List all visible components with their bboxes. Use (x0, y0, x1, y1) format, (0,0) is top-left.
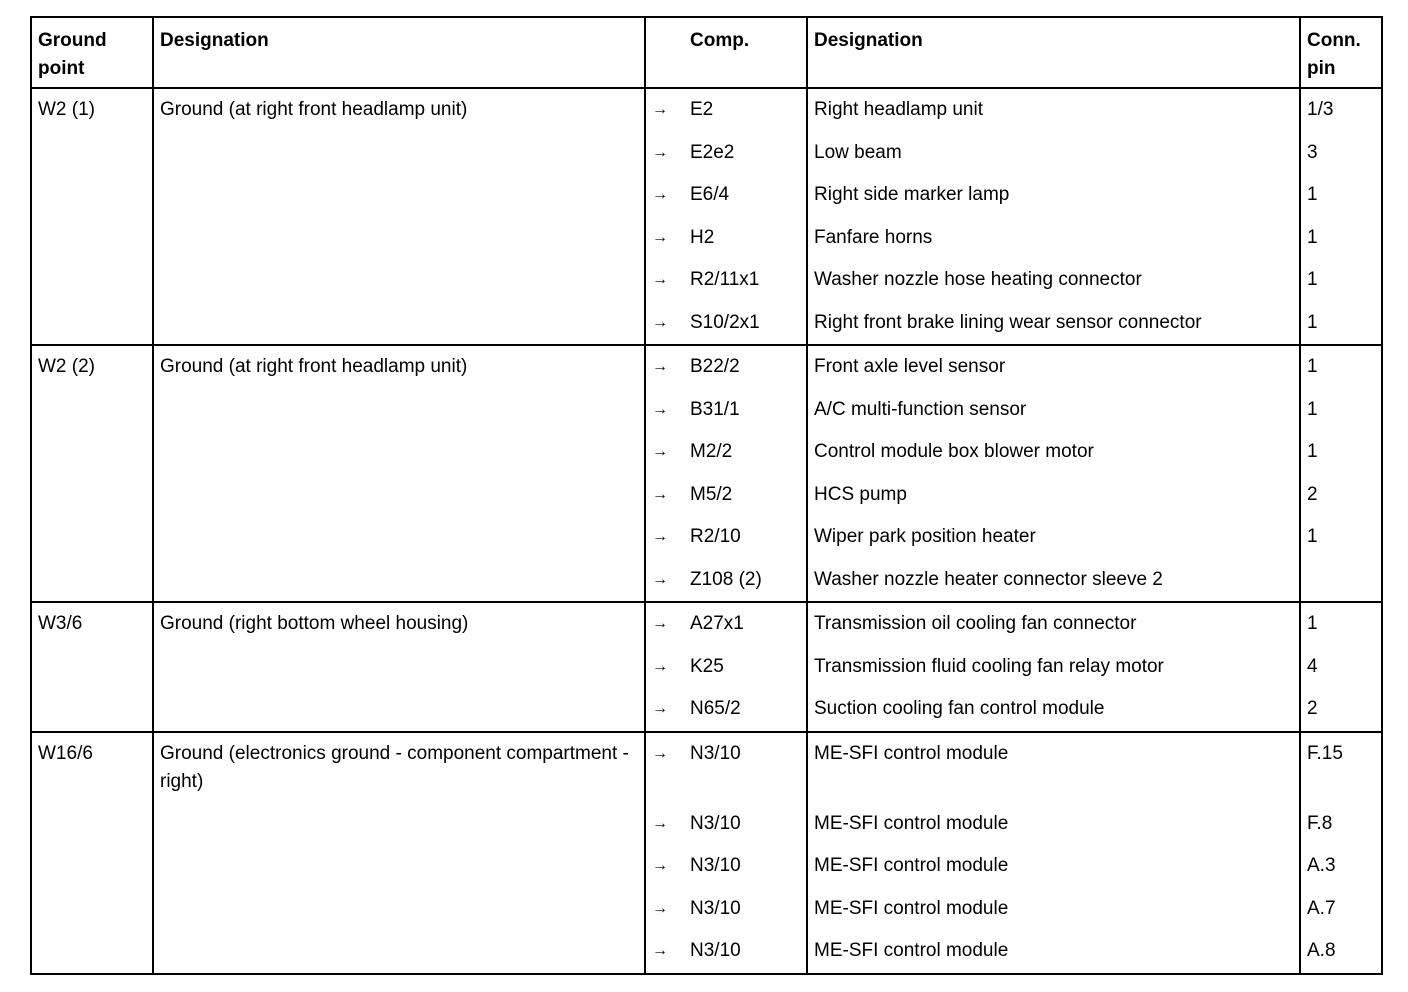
component-entry (646, 516, 806, 559)
conn-pin: 1 (1307, 311, 1318, 333)
ground-designation-cell (153, 88, 645, 345)
component-designation: Low beam (814, 141, 902, 163)
conn-pin: 1 (1307, 184, 1318, 205)
component-code: E6/4 (690, 184, 730, 205)
conn-pin: 4 (1307, 655, 1318, 677)
component-code: R2/11x1 (690, 269, 760, 290)
ground-designation-label: Ground (at right front headlamp unit) (160, 356, 468, 377)
conn-pin: F.15 (1307, 742, 1343, 764)
arrow-right-icon: → (652, 443, 668, 460)
ground-point-cell (31, 88, 153, 345)
component-designation: Suction cooling fan control module (814, 698, 1105, 719)
conn-pin: 1 (1307, 398, 1318, 420)
component-entry (646, 559, 806, 602)
component-code: N3/10 (690, 940, 741, 961)
ground-point-cell (31, 732, 153, 974)
component-entry (646, 845, 806, 888)
arrow-right-icon: → (652, 313, 668, 331)
component-designation: ME-SFI control module (814, 855, 1009, 876)
component-code: E2e2 (690, 141, 735, 163)
component-cell (645, 732, 807, 974)
component-code: K25 (690, 655, 724, 677)
component-designation-cell (807, 88, 1300, 345)
conn-pin: 1 (1307, 526, 1318, 547)
component-designation: ME-SFI control module (814, 812, 1009, 834)
conn-pin: A.7 (1307, 897, 1336, 919)
ground-point-label: W2 (2) (38, 356, 95, 377)
conn-pin: A.8 (1307, 940, 1336, 961)
conn-pin: 1 (1307, 441, 1318, 462)
arrow-right-icon: → (652, 814, 668, 832)
component-entry (646, 89, 806, 132)
component-designation-cell (807, 732, 1300, 974)
component-cell (645, 602, 807, 732)
ground-designation-cell (153, 602, 645, 732)
table-header-row (31, 17, 1382, 88)
component-entry (646, 132, 806, 175)
conn-pin (1301, 559, 1381, 602)
arrow-right-icon: → (652, 228, 668, 246)
table-row (31, 602, 1382, 732)
component-designation: Wiper park position heater (814, 526, 1036, 547)
component-designation: ME-SFI control module (814, 940, 1009, 961)
header-comp-designation: Designation (807, 17, 1300, 88)
arrow-right-icon: → (652, 657, 668, 675)
component-entry (646, 174, 806, 217)
component-code: E2 (690, 99, 714, 120)
component-entry (646, 733, 806, 803)
table-body (31, 88, 1382, 974)
conn-pin: 3 (1307, 141, 1318, 163)
conn-pin: A.3 (1307, 855, 1336, 876)
component-entry (646, 217, 806, 260)
component-designation: Washer nozzle heater connector sleeve 2 (814, 568, 1163, 590)
component-entry (646, 803, 806, 846)
arrow-right-icon: → (652, 700, 668, 717)
component-designation: ME-SFI control module (814, 742, 1009, 764)
ground-designation-label: Ground (right bottom wheel housing) (160, 613, 469, 634)
component-entry (646, 259, 806, 302)
component-designation: Right side marker lamp (814, 184, 1010, 205)
arrow-right-icon: → (652, 744, 668, 762)
component-code: S10/2x1 (690, 311, 760, 333)
arrow-right-icon: → (652, 857, 668, 874)
ground-point-cell (31, 345, 153, 602)
component-designation: Right headlamp unit (814, 99, 983, 120)
table-row (31, 88, 1382, 345)
component-entry (646, 302, 806, 345)
component-entry (646, 389, 806, 432)
component-cell (645, 345, 807, 602)
component-designation: Transmission fluid cooling fan relay motor (814, 655, 1164, 677)
component-cell (645, 88, 807, 345)
conn-pin-cell (1300, 602, 1382, 732)
arrow-right-icon: → (652, 186, 668, 203)
component-entry (646, 431, 806, 474)
component-designation-cell (807, 602, 1300, 732)
component-entry (646, 346, 806, 389)
component-code: M2/2 (690, 441, 733, 462)
component-code: N3/10 (690, 855, 741, 876)
ground-point-label: W3/6 (38, 613, 83, 634)
component-designation: Fanfare horns (814, 226, 933, 248)
component-code: H2 (690, 226, 715, 248)
conn-pin: 2 (1307, 483, 1318, 505)
component-code: B31/1 (690, 398, 740, 420)
conn-pin-cell (1300, 732, 1382, 974)
component-designation: A/C multi-function sensor (814, 398, 1027, 420)
arrow-right-icon: → (652, 942, 668, 959)
component-code: N3/10 (690, 742, 741, 764)
arrow-right-icon: → (652, 570, 668, 588)
component-designation: Right front brake lining wear sensor connector (814, 311, 1202, 333)
conn-pin: F.8 (1307, 812, 1333, 834)
arrow-right-icon: → (652, 615, 668, 632)
arrow-right-icon: → (652, 143, 668, 161)
component-code: R2/10 (690, 526, 741, 547)
conn-pin: 1 (1307, 269, 1318, 290)
ground-point-label: W2 (1) (38, 99, 95, 120)
component-designation: HCS pump (814, 483, 907, 505)
conn-pin: 2 (1307, 698, 1318, 719)
ground-designation-cell (153, 732, 645, 974)
arrow-right-icon: → (652, 271, 668, 288)
header-comp: Comp. (645, 17, 807, 88)
header-designation: Designation (153, 17, 645, 88)
conn-pin: 1/3 (1307, 99, 1334, 120)
conn-pin-cell (1300, 88, 1382, 345)
component-code: N3/10 (690, 897, 741, 919)
component-entry (646, 888, 806, 931)
component-entry (646, 603, 806, 646)
ground-designation-cell (153, 345, 645, 602)
arrow-right-icon: → (652, 485, 668, 503)
ground-point-label: W16/6 (38, 742, 93, 764)
component-code: Z108 (2) (690, 568, 762, 590)
arrow-right-icon: → (652, 899, 668, 917)
table-row (31, 345, 1382, 602)
header-ground-point: Ground point (31, 17, 153, 88)
component-code: A27x1 (690, 613, 744, 634)
arrow-right-icon: → (652, 101, 668, 118)
arrow-right-icon: → (652, 400, 668, 418)
component-code: M5/2 (690, 483, 733, 505)
component-designation: Control module box blower motor (814, 441, 1094, 462)
arrow-right-icon: → (652, 528, 668, 545)
component-entry (646, 474, 806, 517)
ground-designation-label: Ground (electronics ground - component compartment - right) (160, 742, 629, 792)
ground-point-table (30, 16, 1383, 975)
arrow-right-icon: → (652, 358, 668, 375)
conn-pin: 1 (1307, 226, 1318, 248)
conn-pin-cell (1300, 345, 1382, 602)
component-entry (646, 930, 806, 973)
component-designation: Front axle level sensor (814, 356, 1006, 377)
component-code: B22/2 (690, 356, 740, 377)
table-row (31, 732, 1382, 974)
conn-pin: 1 (1307, 356, 1318, 377)
component-code: N3/10 (690, 812, 741, 834)
conn-pin: 1 (1307, 613, 1318, 634)
component-code: N65/2 (690, 698, 741, 719)
component-designation: Transmission oil cooling fan connector (814, 613, 1137, 634)
component-designation: ME-SFI control module (814, 897, 1009, 919)
ground-designation-label: Ground (at right front headlamp unit) (160, 99, 468, 120)
component-entry (646, 688, 806, 731)
header-conn-pin: Conn. pin (1300, 17, 1382, 88)
ground-point-cell (31, 602, 153, 732)
component-designation-cell (807, 345, 1300, 602)
component-designation: Washer nozzle hose heating connector (814, 269, 1142, 290)
component-entry (646, 646, 806, 689)
